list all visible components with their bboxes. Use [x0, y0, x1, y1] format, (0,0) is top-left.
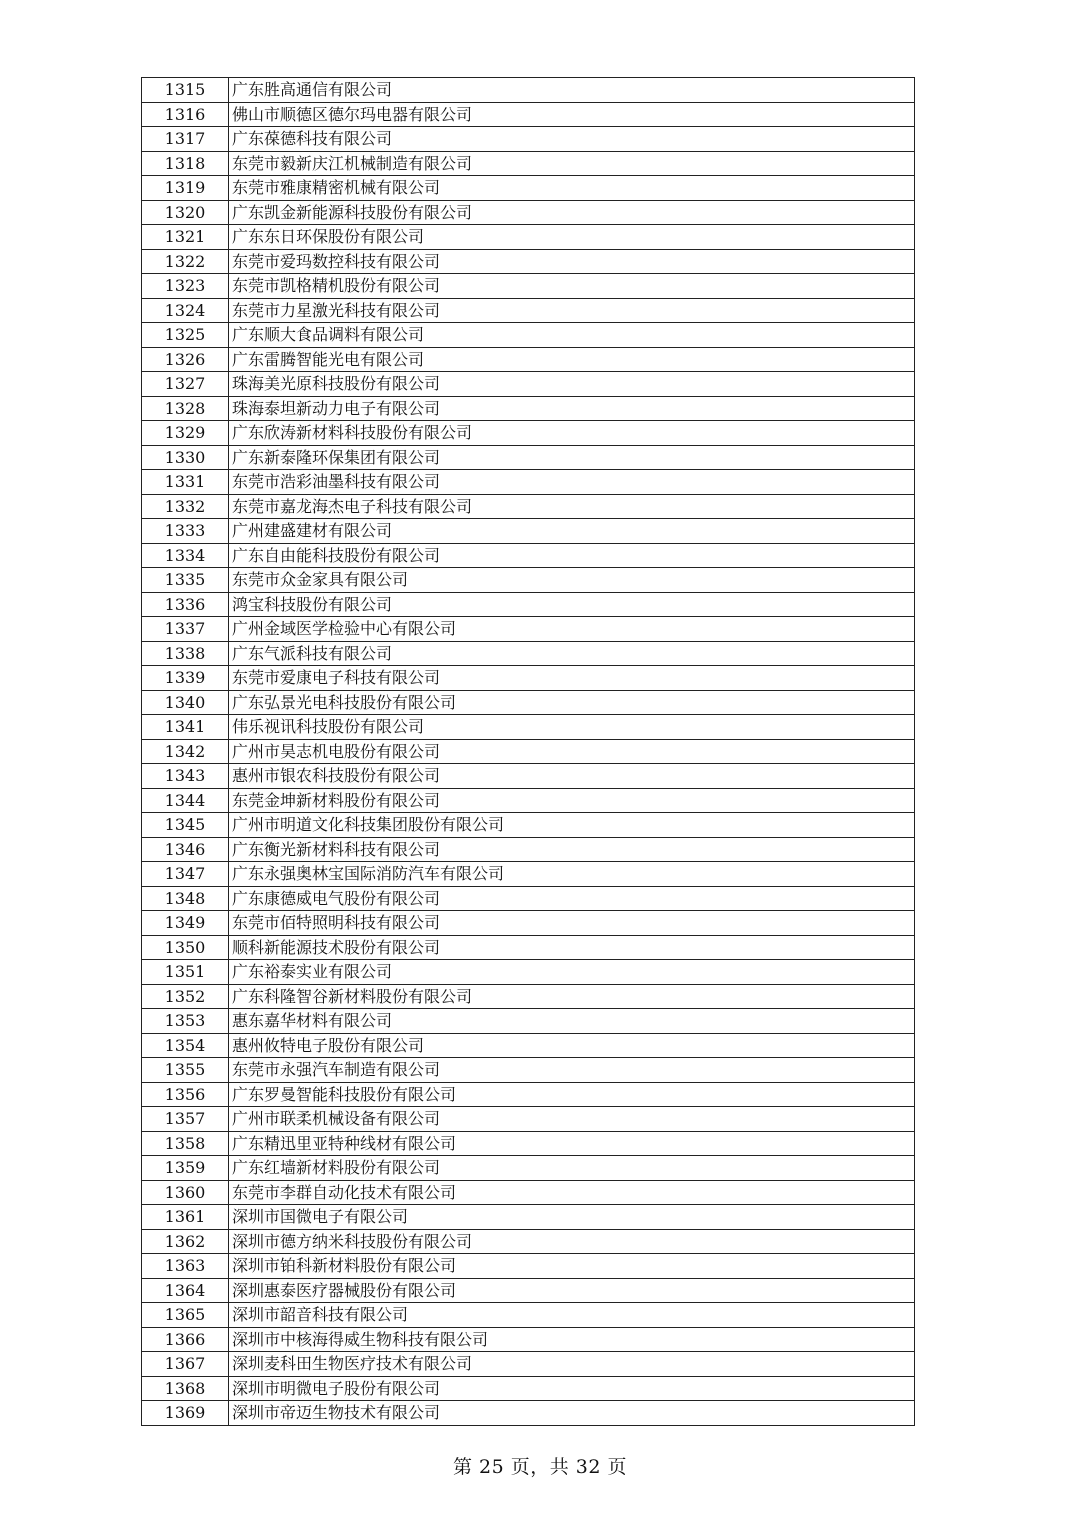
table-row [142, 1131, 915, 1156]
row-number-cell: 1349 [142, 911, 229, 936]
company-name-cell: 东莞市众金家具有限公司 [229, 568, 915, 593]
row-number-cell: 1368 [142, 1376, 229, 1401]
company-name-cell: 深圳麦科田生物医疗技术有限公司 [229, 1352, 915, 1377]
page-footer: 第 25 页，共 32 页 [452, 1456, 627, 1478]
table-row [142, 298, 915, 323]
row-number-cell: 1358 [142, 1131, 229, 1156]
row-number-cell: 1317 [142, 127, 229, 152]
row-number-cell: 1357 [142, 1107, 229, 1132]
company-name-cell: 深圳市德方纳米科技股份有限公司 [229, 1229, 915, 1254]
table-row [142, 984, 915, 1009]
table-row [142, 445, 915, 470]
row-number-cell: 1340 [142, 690, 229, 715]
company-name-cell: 深圳市国微电子有限公司 [229, 1205, 915, 1230]
table-row [142, 176, 915, 201]
row-number-cell: 1327 [142, 372, 229, 397]
table-row [142, 347, 915, 372]
table-row [142, 519, 915, 544]
table-row [142, 249, 915, 274]
company-name-cell: 深圳市铂科新材料股份有限公司 [229, 1254, 915, 1279]
company-name-cell: 顺科新能源技术股份有限公司 [229, 935, 915, 960]
company-name-cell: 东莞市凯格精机股份有限公司 [229, 274, 915, 299]
company-name-cell: 广东红墙新材料股份有限公司 [229, 1156, 915, 1181]
company-name-cell: 东莞市爱康电子科技有限公司 [229, 666, 915, 691]
row-number-cell: 1325 [142, 323, 229, 348]
table-row [142, 813, 915, 838]
row-number-cell: 1316 [142, 102, 229, 127]
table-row [142, 690, 915, 715]
row-number-cell: 1339 [142, 666, 229, 691]
company-name-cell: 鸿宝科技股份有限公司 [229, 592, 915, 617]
row-number-cell: 1345 [142, 813, 229, 838]
row-number-cell: 1344 [142, 788, 229, 813]
company-name-cell: 深圳惠泰医疗器械股份有限公司 [229, 1278, 915, 1303]
table-row [142, 666, 915, 691]
table-row [142, 1401, 915, 1426]
table-row [142, 78, 915, 103]
table-row [142, 1327, 915, 1352]
row-number-cell: 1338 [142, 641, 229, 666]
company-name-cell: 东莞市佰特照明科技有限公司 [229, 911, 915, 936]
company-name-cell: 深圳市韶音科技有限公司 [229, 1303, 915, 1328]
row-number-cell: 1331 [142, 470, 229, 495]
row-number-cell: 1350 [142, 935, 229, 960]
row-number-cell: 1322 [142, 249, 229, 274]
table-row [142, 862, 915, 887]
table-row [142, 592, 915, 617]
company-name-cell: 广东罗曼智能科技股份有限公司 [229, 1082, 915, 1107]
table-row [142, 1352, 915, 1377]
company-name-cell: 广州市明道文化科技集团股份有限公司 [229, 813, 915, 838]
company-name-cell: 东莞市嘉龙海杰电子科技有限公司 [229, 494, 915, 519]
row-number-cell: 1361 [142, 1205, 229, 1230]
company-name-cell: 广东弘景光电科技股份有限公司 [229, 690, 915, 715]
company-name-cell: 广东胜高通信有限公司 [229, 78, 915, 103]
company-name-cell: 东莞金坤新材料股份有限公司 [229, 788, 915, 813]
company-name-cell: 广东自由能科技股份有限公司 [229, 543, 915, 568]
table-row [142, 200, 915, 225]
row-number-cell: 1336 [142, 592, 229, 617]
table-row [142, 127, 915, 152]
row-number-cell: 1351 [142, 960, 229, 985]
table-row [142, 372, 915, 397]
company-name-cell: 惠州市银农科技股份有限公司 [229, 764, 915, 789]
table-row [142, 396, 915, 421]
table-row [142, 617, 915, 642]
table-row [142, 274, 915, 299]
table-row [142, 568, 915, 593]
table-row [142, 1229, 915, 1254]
company-name-cell: 深圳市明微电子股份有限公司 [229, 1376, 915, 1401]
row-number-cell: 1332 [142, 494, 229, 519]
row-number-cell: 1315 [142, 78, 229, 103]
row-number-cell: 1359 [142, 1156, 229, 1181]
row-number-cell: 1360 [142, 1180, 229, 1205]
table-row [142, 1107, 915, 1132]
row-number-cell: 1342 [142, 739, 229, 764]
company-name-cell: 广州金域医学检验中心有限公司 [229, 617, 915, 642]
row-number-cell: 1354 [142, 1033, 229, 1058]
company-name-cell: 珠海美光原科技股份有限公司 [229, 372, 915, 397]
row-number-cell: 1328 [142, 396, 229, 421]
table-row [142, 1156, 915, 1181]
company-name-cell: 东莞市李群自动化技术有限公司 [229, 1180, 915, 1205]
row-number-cell: 1330 [142, 445, 229, 470]
row-number-cell: 1369 [142, 1401, 229, 1426]
row-number-cell: 1321 [142, 225, 229, 250]
company-name-cell: 惠东嘉华材料有限公司 [229, 1009, 915, 1034]
row-number-cell: 1346 [142, 837, 229, 862]
company-name-cell: 广东精迅里亚特种线材有限公司 [229, 1131, 915, 1156]
table-row [142, 641, 915, 666]
company-name-cell: 广东裕泰实业有限公司 [229, 960, 915, 985]
table-row [142, 1082, 915, 1107]
company-name-cell: 深圳市中核海得威生物科技有限公司 [229, 1327, 915, 1352]
table-row [142, 1033, 915, 1058]
table-row [142, 421, 915, 446]
row-number-cell: 1333 [142, 519, 229, 544]
table-row [142, 715, 915, 740]
table-row [142, 1058, 915, 1083]
row-number-cell: 1348 [142, 886, 229, 911]
company-name-cell: 东莞市力星激光科技有限公司 [229, 298, 915, 323]
company-name-cell: 广东气派科技有限公司 [229, 641, 915, 666]
table-row [142, 1180, 915, 1205]
row-number-cell: 1335 [142, 568, 229, 593]
table-row [142, 739, 915, 764]
table-row [142, 102, 915, 127]
company-name-cell: 广东康德威电气股份有限公司 [229, 886, 915, 911]
row-number-cell: 1324 [142, 298, 229, 323]
row-number-cell: 1347 [142, 862, 229, 887]
row-number-cell: 1355 [142, 1058, 229, 1083]
table-row [142, 911, 915, 936]
table-row [142, 1205, 915, 1230]
company-name-cell: 广东雷腾智能光电有限公司 [229, 347, 915, 372]
table-row [142, 494, 915, 519]
row-number-cell: 1320 [142, 200, 229, 225]
company-name-cell: 广州市昊志机电股份有限公司 [229, 739, 915, 764]
row-number-cell: 1356 [142, 1082, 229, 1107]
company-name-cell: 广东永强奥林宝国际消防汽车有限公司 [229, 862, 915, 887]
row-number-cell: 1352 [142, 984, 229, 1009]
table-row [142, 1009, 915, 1034]
company-name-cell: 惠州攸特电子股份有限公司 [229, 1033, 915, 1058]
company-name-cell: 深圳市帝迈生物技术有限公司 [229, 1401, 915, 1426]
company-name-cell: 东莞市毅新庆江机械制造有限公司 [229, 151, 915, 176]
company-name-cell: 珠海泰坦新动力电子有限公司 [229, 396, 915, 421]
company-name-cell: 广东顺大食品调料有限公司 [229, 323, 915, 348]
row-number-cell: 1341 [142, 715, 229, 740]
company-name-cell: 东莞市爱玛数控科技有限公司 [229, 249, 915, 274]
table-row [142, 1278, 915, 1303]
table-row [142, 151, 915, 176]
company-name-cell: 广东欣涛新材料科技股份有限公司 [229, 421, 915, 446]
company-name-cell: 广东葆德科技有限公司 [229, 127, 915, 152]
company-name-cell: 东莞市永强汽车制造有限公司 [229, 1058, 915, 1083]
company-name-cell: 广州市联柔机械设备有限公司 [229, 1107, 915, 1132]
table-row [142, 323, 915, 348]
company-name-cell: 广东东日环保股份有限公司 [229, 225, 915, 250]
table-row [142, 1376, 915, 1401]
company-name-cell: 广东科隆智谷新材料股份有限公司 [229, 984, 915, 1009]
company-name-cell: 广东衡光新材料科技有限公司 [229, 837, 915, 862]
row-number-cell: 1353 [142, 1009, 229, 1034]
table-row [142, 960, 915, 985]
table-row [142, 543, 915, 568]
table-row [142, 1254, 915, 1279]
row-number-cell: 1364 [142, 1278, 229, 1303]
company-name-cell: 广东新泰隆环保集团有限公司 [229, 445, 915, 470]
row-number-cell: 1343 [142, 764, 229, 789]
table-row [142, 935, 915, 960]
row-number-cell: 1337 [142, 617, 229, 642]
row-number-cell: 1362 [142, 1229, 229, 1254]
company-list-table [141, 77, 915, 1426]
company-name-cell: 广东凯金新能源科技股份有限公司 [229, 200, 915, 225]
row-number-cell: 1366 [142, 1327, 229, 1352]
table-row [142, 837, 915, 862]
company-name-cell: 东莞市雅康精密机械有限公司 [229, 176, 915, 201]
table-row [142, 764, 915, 789]
company-list-body [142, 78, 915, 1426]
row-number-cell: 1329 [142, 421, 229, 446]
row-number-cell: 1367 [142, 1352, 229, 1377]
row-number-cell: 1319 [142, 176, 229, 201]
row-number-cell: 1326 [142, 347, 229, 372]
table-row [142, 225, 915, 250]
table-row [142, 1303, 915, 1328]
company-name-cell: 佛山市顺德区德尔玛电器有限公司 [229, 102, 915, 127]
table-row [142, 788, 915, 813]
company-name-cell: 广州建盛建材有限公司 [229, 519, 915, 544]
company-name-cell: 东莞市浩彩油墨科技有限公司 [229, 470, 915, 495]
table-row [142, 470, 915, 495]
row-number-cell: 1365 [142, 1303, 229, 1328]
row-number-cell: 1318 [142, 151, 229, 176]
company-name-cell: 伟乐视讯科技股份有限公司 [229, 715, 915, 740]
row-number-cell: 1334 [142, 543, 229, 568]
row-number-cell: 1323 [142, 274, 229, 299]
table-row [142, 886, 915, 911]
row-number-cell: 1363 [142, 1254, 229, 1279]
